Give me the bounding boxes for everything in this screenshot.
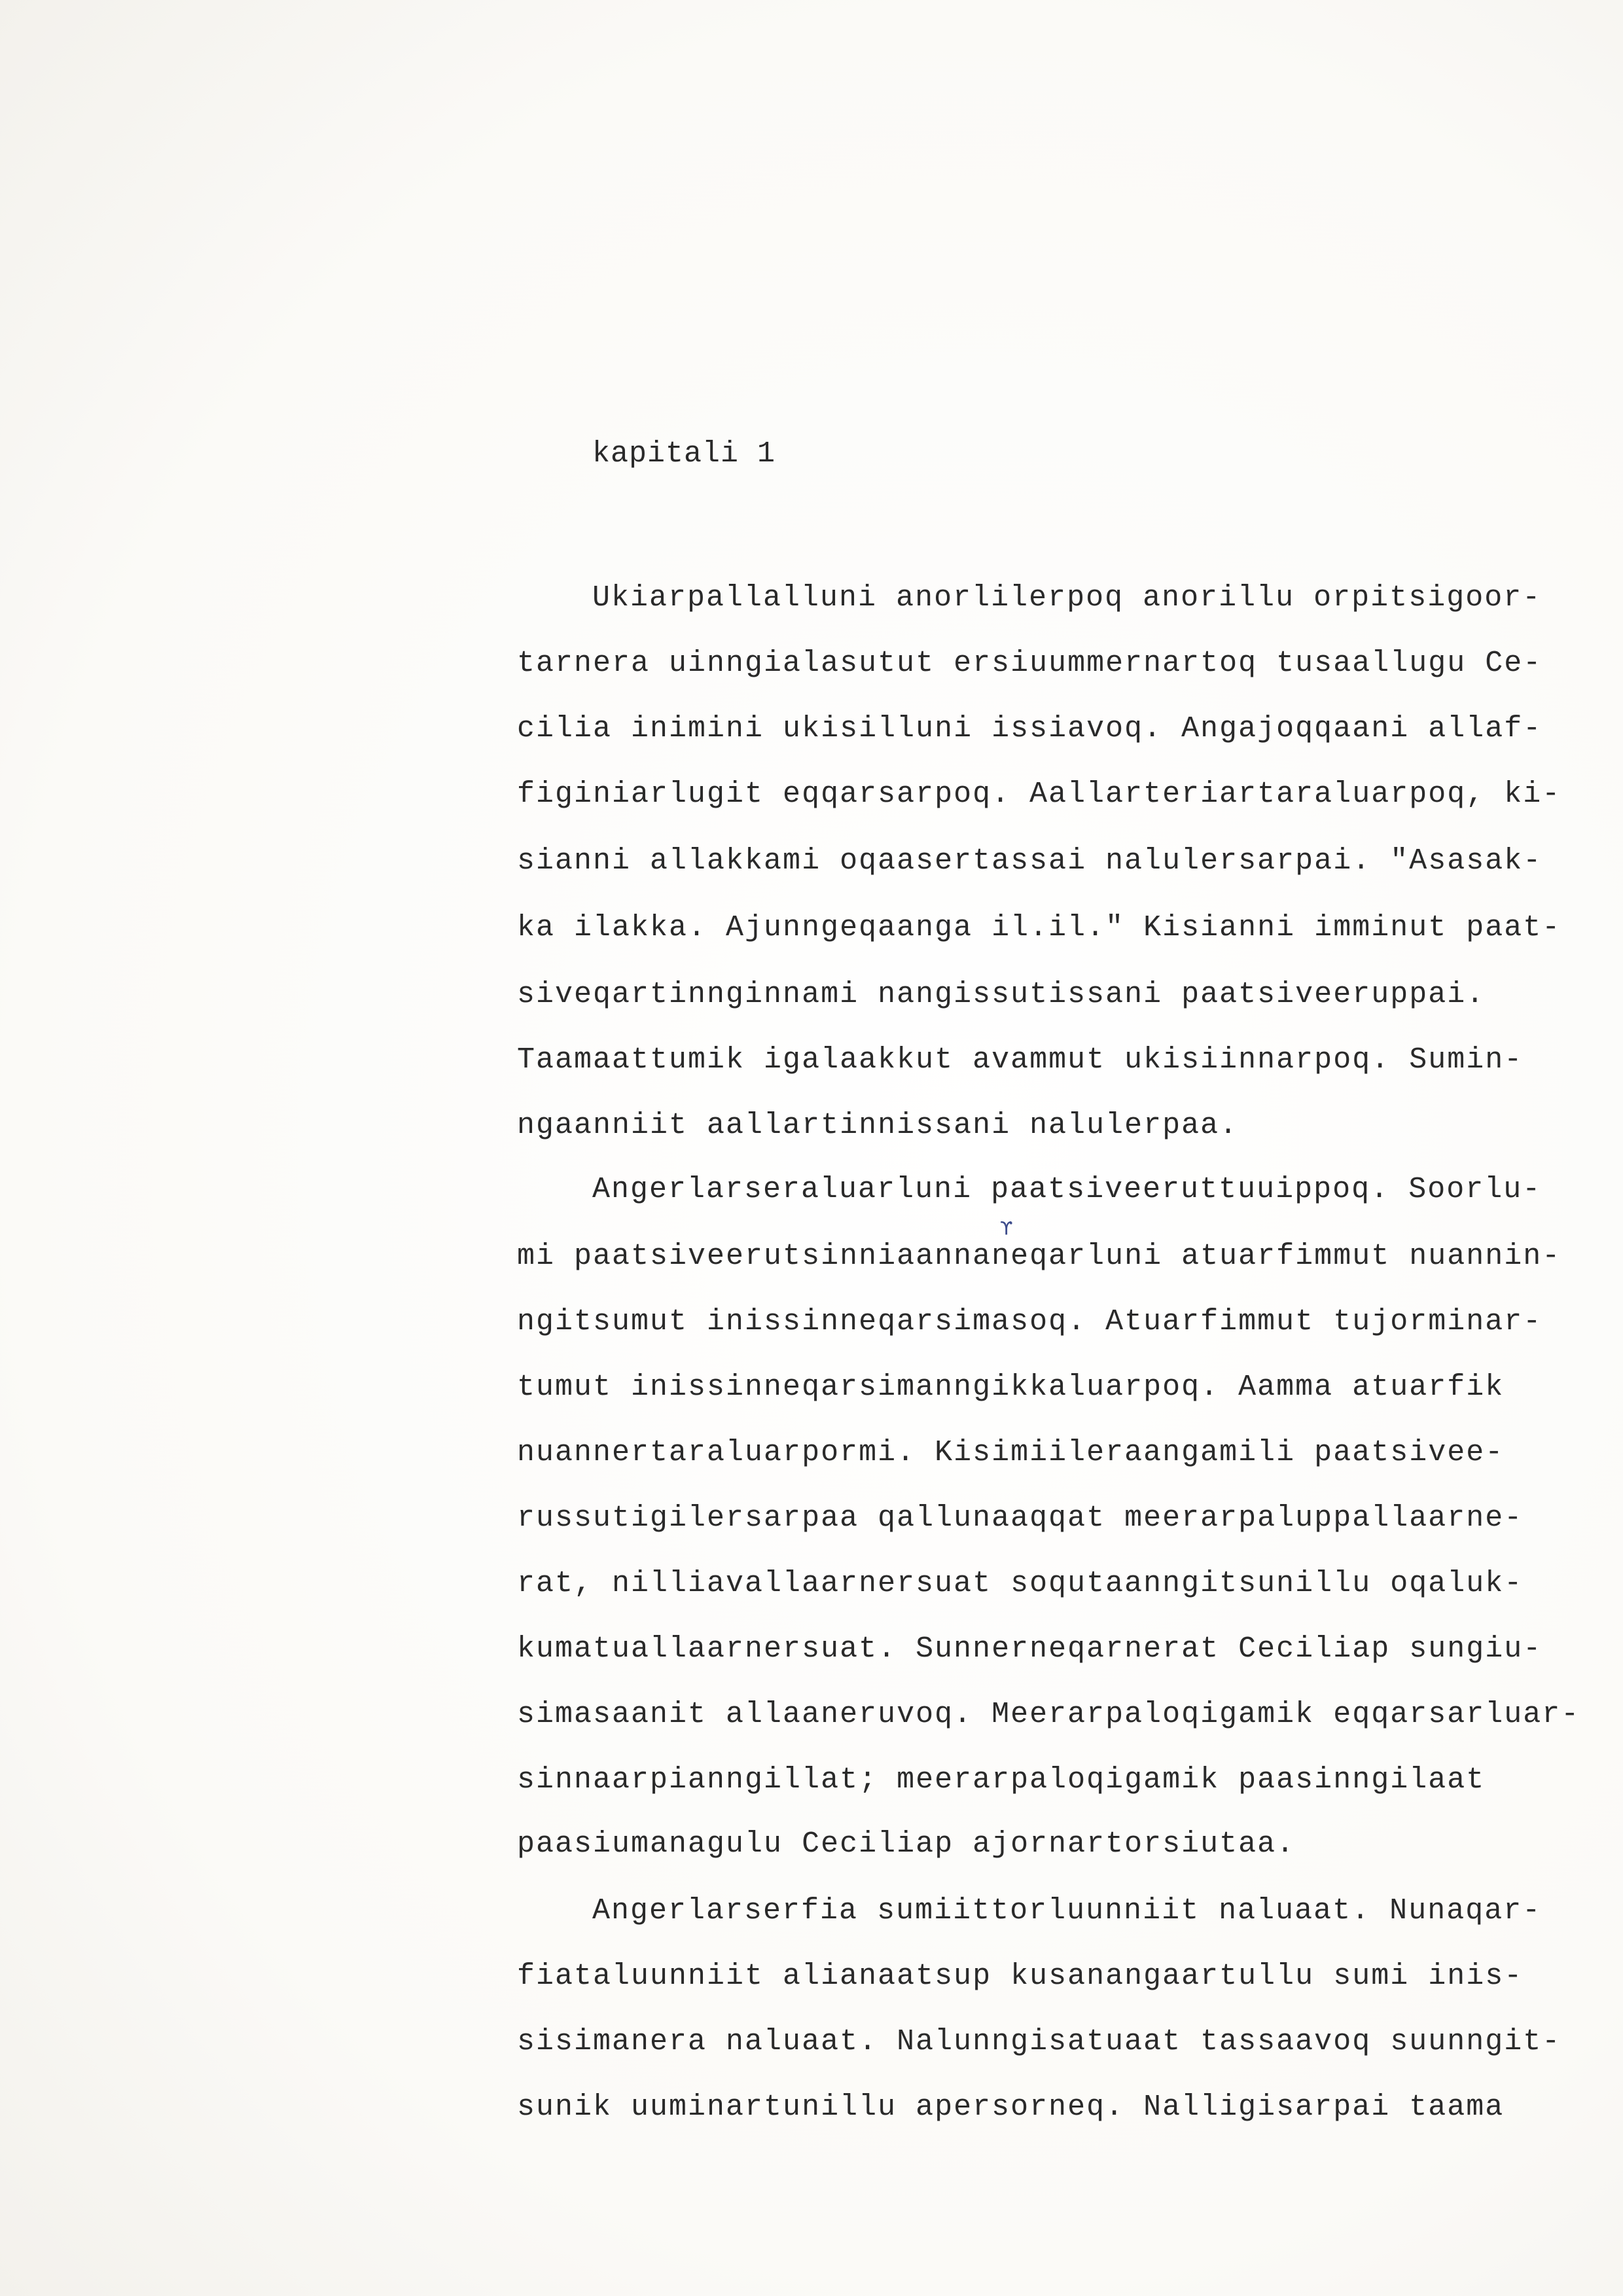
- text-line: Angerlarseraluarluni paatsiveeruttuuippoq. Soorlu-: [592, 1173, 1542, 1206]
- text-line: Angerlarserfia sumiittorluunniit naluaat. Nunaqar-: [592, 1894, 1542, 1928]
- chapter-heading: kapitali 1: [592, 437, 776, 471]
- text-line: cilia inimini ukisilluni issiavoq. Angajoqqaani allaf-: [517, 712, 1543, 745]
- text-line: russutigilersarpaa qallunaaqqat meerarpaluppallaarne-: [517, 1501, 1524, 1535]
- text-line: kumatuallaarnersuat. Sunnerneqarnerat Ceciliap sungiu-: [517, 1632, 1543, 1666]
- text-line: paasiumanagulu Ceciliap ajornartorsiutaa.: [517, 1827, 1296, 1861]
- text-line: sianni allakkami oqaasertassai nalulersarpai. "Asasak-: [517, 844, 1543, 878]
- text-line: siveqartinnginnami nangissutissani paatsiveeruppai.: [517, 978, 1486, 1011]
- text-line: ka ilakka. Ajunngeqaanga il.il." Kisianni imminut paat-: [517, 911, 1561, 944]
- text-line: Ukiarpallalluni anorlilerpoq anorillu orpitsigoor-: [592, 581, 1542, 615]
- text-line: ngaanniit aallartinnissani nalulerpaa.: [517, 1109, 1239, 1142]
- text-line: Taamaattumik igalaakkut avammut ukisiinnarpoq. Sumin-: [517, 1043, 1524, 1077]
- text-line: figiniarlugit eqqarsarpoq. Aallarteriartaraluarpoq, ki-: [517, 778, 1561, 811]
- text-line: fiataluunniit alianaatsup kusanangaartullu sumi inis-: [517, 1960, 1524, 1993]
- text-line: simasaanit allaaneruvoq. Meerarpaloqigamik eqqarsarluar-: [517, 1698, 1580, 1731]
- text-line: sunik uuminartunillu apersorneq. Nalligisarpai taama: [517, 2090, 1505, 2124]
- text-line: mi paatsiveerutsinniaannaneqarluni atuarfimmut nuannin-: [517, 1240, 1561, 1273]
- text-line: sinnaarpianngillat; meerarpaloqigamik paasinngilaat: [517, 1763, 1486, 1797]
- text-line: ngitsumut inissinneqarsimasoq. Atuarfimmut tujorminar-: [517, 1305, 1543, 1338]
- text-line: sisimanera naluaat. Nalunngisatuaat tassaavoq suunngit-: [517, 2025, 1561, 2058]
- text-line: tumut inissinneqarsimanngikkaluarpoq. Aamma atuarfik: [517, 1371, 1505, 1404]
- handwritten-caret-mark: ϒ: [1000, 1217, 1013, 1239]
- text-line: nuannertaraluarpormi. Kisimiileraangamili paatsivee-: [517, 1436, 1505, 1469]
- text-line: rat, nilliavallaarnersuat soqutaanngitsunillu oqaluk-: [517, 1567, 1524, 1600]
- text-line: tarnera uinngialasutut ersiuummernartoq tusaallugu Ce-: [517, 647, 1543, 680]
